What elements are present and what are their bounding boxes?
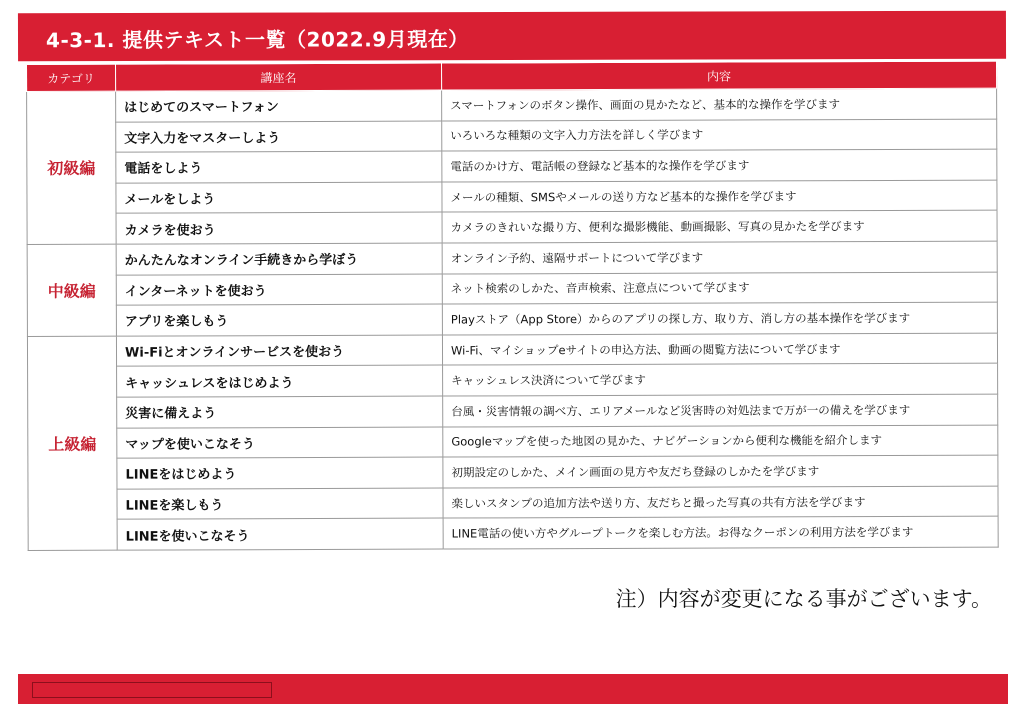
course-name-cell: はじめてのスマートフォン bbox=[116, 90, 442, 122]
table-row bbox=[28, 363, 998, 397]
content-cell: 楽しいスタンプの追加方法や送り方、友だちと撮った写真の共有方法を学びます bbox=[443, 486, 998, 519]
table-row bbox=[27, 333, 997, 367]
table-row bbox=[28, 455, 998, 489]
content-cell: ネット検索のしかた、音声検索、注意点について学びます bbox=[442, 272, 997, 305]
course-name-cell: 電話をしよう bbox=[116, 151, 442, 183]
header-course: 講座名 bbox=[116, 63, 442, 91]
table-row bbox=[28, 486, 998, 520]
course-name-cell: キャッシュレスをはじめよう bbox=[117, 365, 443, 397]
content-cell: カメラのきれいな撮り方、便利な撮影機能、動画撮影、写真の見かたを学びます bbox=[442, 210, 997, 243]
content-cell: スマートフォンのボタン操作、画面の見かたなど、基本的な操作を学びます bbox=[442, 88, 997, 121]
course-name-cell: かんたんなオンライン手続きから学ぼう bbox=[116, 243, 442, 275]
content-cell: Wi-Fi、マイショップeサイトの申込方法、動画の閲覧方法について学びます bbox=[442, 333, 997, 366]
footer-banner bbox=[18, 674, 1008, 704]
course-name-cell: インターネットを使おう bbox=[116, 274, 442, 306]
table-body bbox=[27, 88, 999, 550]
table-row bbox=[28, 516, 998, 550]
table-row bbox=[27, 180, 997, 214]
content-cell: キャッシュレス決済について学びます bbox=[443, 363, 998, 396]
category-cell: 上級編 bbox=[27, 336, 117, 550]
course-name-cell: アプリを楽しもう bbox=[116, 304, 442, 336]
content-cell: オンライン予約、遠隔サポートについて学びます bbox=[442, 241, 997, 274]
content-cell: いろいろな種類の文字入力方法を詳しく学びます bbox=[442, 119, 997, 152]
footer-box bbox=[32, 682, 272, 698]
course-name-cell: LINEを使いこなそう bbox=[117, 518, 443, 550]
course-name-cell: LINEを楽しもう bbox=[117, 488, 443, 520]
table-row bbox=[27, 119, 997, 153]
header-category: カテゴリ bbox=[27, 64, 116, 91]
course-name-cell: メールをしよう bbox=[116, 182, 442, 214]
course-name-cell: カメラを使おう bbox=[116, 212, 442, 244]
change-note: 注）内容が変更になる事がございます。 bbox=[615, 587, 992, 611]
course-name-cell: Wi-Fiとオンラインサービスを使おう bbox=[116, 335, 442, 367]
course-name-cell: 文字入力をマスターしよう bbox=[116, 121, 442, 153]
table-row bbox=[28, 425, 998, 459]
table-row bbox=[27, 302, 997, 336]
text-list-table bbox=[26, 61, 999, 551]
table-row bbox=[27, 88, 997, 122]
table-row bbox=[27, 272, 997, 306]
content-cell: Googleマップを使った地図の見かた、ナビゲーションから便利な機能を紹介します bbox=[443, 425, 998, 458]
table-row bbox=[27, 241, 997, 275]
content-cell: メールの種類、SMSやメールの送り方など基本的な操作を学びます bbox=[442, 180, 997, 213]
course-name-cell: 災害に備えよう bbox=[117, 396, 443, 428]
table-header-row bbox=[27, 61, 997, 91]
title-banner bbox=[18, 11, 1006, 62]
header-content: 内容 bbox=[441, 61, 996, 90]
table-row bbox=[27, 210, 997, 244]
category-cell: 中級編 bbox=[27, 244, 116, 336]
table-row bbox=[27, 149, 997, 183]
content-cell: 台風・災害情報の調べ方、エリアメールなど災害時の対処法まで万が一の備えを学びます bbox=[443, 394, 998, 427]
table-row bbox=[28, 394, 998, 428]
course-name-cell: マップを使いこなそう bbox=[117, 427, 443, 459]
course-name-cell: LINEをはじめよう bbox=[117, 457, 443, 489]
category-cell: 初級編 bbox=[27, 91, 117, 244]
content-cell: 初期設定のしかた、メイン画面の見方や友だち登録のしかたを学びます bbox=[443, 455, 998, 488]
content-cell: 電話のかけ方、電話帳の登録など基本的な操作を学びます bbox=[442, 149, 997, 182]
content-cell: LINE電話の使い方やグループトークを楽しむ方法。お得なクーポンの利用方法を学びます bbox=[443, 516, 998, 549]
page-title: 4-3-1. 提供テキスト一覧（2022.9月現在） bbox=[45, 27, 469, 53]
content-cell: Playストア（App Store）からのアプリの探し方、取り方、消し方の基本操作を学びます bbox=[442, 302, 997, 335]
